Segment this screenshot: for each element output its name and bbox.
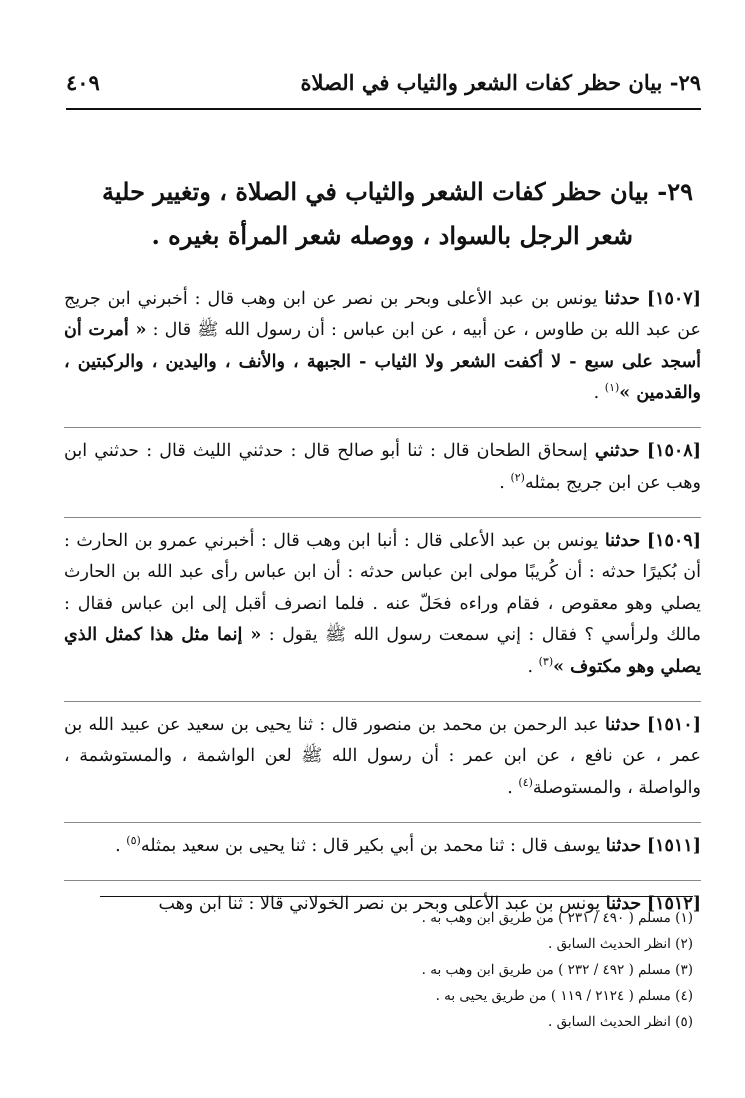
hadith-1507 [64, 276, 701, 410]
footnotes [100, 893, 693, 1035]
hadith-chain: عبد الرحمن بن محمد بن منصور قال : ثنا يحيى بن سعيد عن عبيد الله بن عمر ، عن نافع ، عن ابن عمر : أن رسول الله ﷺ لعن الواشمة ، والمستوشمة ، والواصلة ، والمستوصلة [64, 714, 701, 798]
hadith-1511 [64, 822, 701, 863]
narration-keyword: حدثني [594, 441, 640, 461]
running-header-title: ٢٩- بيان حظر كفات الشعر والثياب في الصلاة [300, 70, 701, 95]
footnote-3: (٣) مسلم ( ٤٩٢ / ٢٣٢ ) من طريق ابن وهب به . [421, 962, 693, 978]
footnote-ref: (٥) [126, 833, 141, 847]
hadith-number: [١٥١٢] [646, 893, 701, 914]
running-header [66, 62, 701, 110]
hadith-number: [١٥٠٩] [646, 530, 701, 551]
footnote-2: (٢) انظر الحديث السابق . [547, 936, 693, 952]
footnote-ref: (٢) [510, 470, 525, 484]
hadith-chain: يونس بن عبد الأعلى قال : أنبا ابن وهب قال : أخبرني عمرو بن الحارث : أن بُكيرًا حدثه : أن كُريبًا مولى ابن عباس حدثه : أن ابن عباس رأى عبد الله بن الحارث يصلي وهو معقوص ، فقام وراءه فحَلّ عنه . فلما انصرف أقبل إلى ابن عباس فقال : مالك ولرأسي ؟ فقال : إني سمعت رسول الله ﷺ يقول : [64, 530, 701, 645]
narration-keyword: حدثنا [604, 530, 641, 551]
hadith-end: . [499, 472, 505, 493]
hadith-1508 [64, 427, 701, 499]
hadith-number: [١٥٠٨] [646, 441, 701, 461]
hadith-number: [١٥١٠] [646, 714, 701, 735]
hadith-end: . [507, 777, 513, 798]
hadith-matn: « إنما مثل هذا كمثل الذي يصلي وهو مكتوف » [64, 625, 701, 677]
hadith-end: . [527, 656, 534, 677]
hadith-matn: « أمرت أن أسجد على سبع - لا أكفت الشعر ولا الثياب - الجبهة ، والأنف ، واليدين ، والركبتين ، والقدمين » [64, 320, 701, 403]
footnote-ref: (١) [604, 381, 620, 395]
chapter-heading-line-1: ٢٩- بيان حظر كفات الشعر والثياب في الصلاة ، وتغيير حلية [102, 177, 693, 206]
hadith-chain: يوسف قال : ثنا محمد بن أبي بكير قال : ثنا يحيى بن سعيد بمثله [140, 835, 601, 856]
footnote-1: (١) مسلم ( ٤٩٠ / ٢٣١ ) من طريق ابن وهب به . [421, 910, 693, 926]
hadith-chain: يونس بن عبد الأعلى وبحر بن نصر عن ابن وهب قال : أخبرني ابن جريج عن عبد الله بن طاوس ، عن أبيه ، عن ابن عباس : أن رسول الله ﷺ قال : [64, 288, 701, 340]
hadith-end: . [593, 383, 600, 403]
hadith-chain: إسحاق الطحان قال : ثنا أبو صالح قال : حدثني الليث قال : حدثني ابن وهب عن ابن جريج بمثله [64, 441, 701, 493]
footnote-ref: (٣) [538, 654, 554, 668]
hadith-number: [١٥٠٧] [646, 288, 701, 309]
narration-keyword: حدثنا [604, 288, 640, 309]
footnote-5: (٥) انظر الحديث السابق . [547, 1014, 693, 1030]
hadith-number: [١٥١١] [646, 835, 701, 856]
narration-keyword: حدثنا [605, 893, 642, 914]
chapter-heading [100, 170, 693, 258]
narration-keyword: حدثنا [604, 714, 641, 735]
page-number: ٤٠٩ [66, 70, 100, 95]
chapter-heading-line-2: شعر الرجل بالسواد ، ووصله شعر المرأة بغيره . [151, 221, 633, 250]
hadith-1509 [64, 517, 701, 684]
narration-keyword: حدثنا [605, 835, 642, 856]
hadith-1510 [64, 701, 701, 805]
footnote-4: (٤) مسلم ( ٢١٢٤ / ١١٩ ) من طريق يحيى به . [435, 988, 693, 1004]
hadith-chain: يونس بن عبد الأعلى وبحر بن نصر الخولاني قالا : ثنا ابن وهب [158, 893, 601, 914]
hadith-end: . [115, 835, 121, 856]
hadith-list [64, 258, 701, 926]
footnote-ref: (٤) [518, 775, 533, 789]
